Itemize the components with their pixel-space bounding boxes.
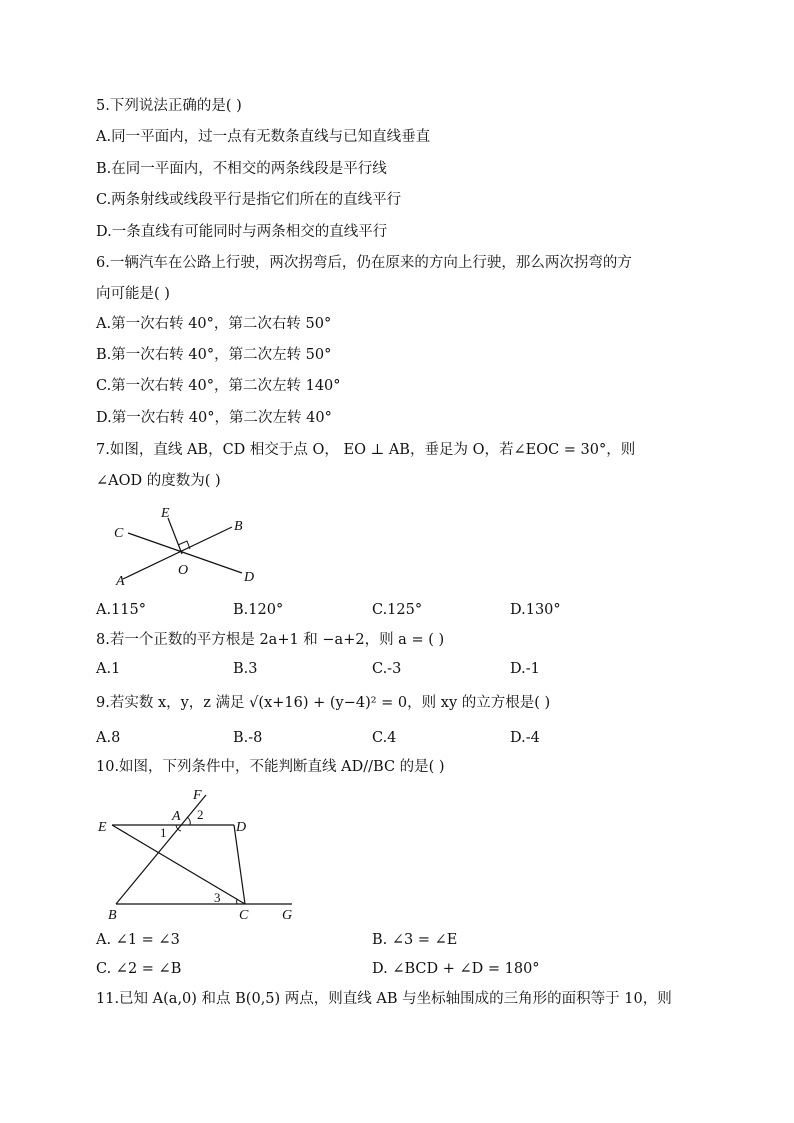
label-c: C <box>239 908 249 923</box>
label-e: E <box>98 820 107 835</box>
q6-option-d: D.第一次右转 40°，第二次左转 40° <box>96 410 332 426</box>
label-a: A <box>116 574 125 589</box>
q10-stem: 10.如图，下列条件中，不能判断直线 AD//BC 的是( ) <box>96 759 445 775</box>
q11-stem: 11.已知 A(a,0) 和点 B(0,5) 两点，则直线 AB 与坐标轴围成的三角形的面积等于 10，则 <box>96 991 672 1007</box>
q7-option-c: C.125° <box>372 602 423 618</box>
label-d: D <box>236 820 247 835</box>
q6-option-b: B.第一次右转 40°，第二次左转 50° <box>96 347 332 363</box>
line-dc <box>234 825 245 904</box>
q10-option-c: C. ∠2 = ∠B <box>96 961 182 977</box>
label-b: B <box>108 908 117 923</box>
q6-stem-line1: 6.一辆汽车在公路上行驶，两次拐弯后，仍在原来的方向上行驶，那么两次拐弯的方 <box>96 255 632 271</box>
q7-figure <box>96 500 276 592</box>
label-f: F <box>193 788 202 803</box>
q10-option-b: B. ∠3 = ∠E <box>372 932 458 948</box>
q8-option-d: D.-1 <box>510 661 540 677</box>
line-bf <box>116 795 206 904</box>
label-g: G <box>282 908 293 923</box>
q7-option-a: A.115° <box>96 602 147 618</box>
q8-stem: 8.若一个正数的平方根是 2a+1 和 −a+2，则 a = ( ) <box>96 632 445 648</box>
q5-option-d: D.一条直线有可能同时与两条相交的直线平行 <box>96 224 388 240</box>
q8-option-b: B.3 <box>233 661 258 677</box>
q10-option-d: D. ∠BCD + ∠D = 180° <box>372 961 540 977</box>
label-o: O <box>178 563 189 578</box>
q6-stem-line2: 向可能是( ) <box>96 286 170 302</box>
q8-option-c: C.-3 <box>372 661 402 677</box>
line-ec <box>112 825 245 904</box>
q5-option-c: C.两条射线或线段平行是指它们所在的直线平行 <box>96 192 402 208</box>
q8-option-a: A.1 <box>96 661 121 677</box>
label-a: A <box>172 809 181 824</box>
label-d: D <box>244 570 255 585</box>
q9-stem: 9.若实数 x，y，z 满足 √(x+16) + (y−4)² = 0，则 xy 的立方根是( ) <box>96 695 551 711</box>
q5-option-b: B.在同一平面内，不相交的两条线段是平行线 <box>96 161 387 177</box>
label-e: E <box>161 506 170 521</box>
label-b: B <box>234 519 243 534</box>
q9-option-a: A.8 <box>96 730 121 746</box>
label-2: 2 <box>197 807 204 822</box>
q7-stem-line1: 7.如图，直线 AB，CD 相交于点 O， EO ⊥ AB，垂足为 O，若∠EOC = 30°，则 <box>96 442 636 458</box>
q5-stem: 5.下列说法正确的是( ) <box>96 98 242 114</box>
q9-option-c: C.4 <box>372 730 397 746</box>
line-eo <box>168 518 182 554</box>
label-1: 1 <box>160 825 167 840</box>
q5-option-a: A.同一平面内，过一点有无数条直线与已知直线垂直 <box>96 129 431 145</box>
q6-option-c: C.第一次右转 40°，第二次左转 140° <box>96 378 341 394</box>
label-c: C <box>114 526 124 541</box>
q9-option-b: B.-8 <box>233 730 263 746</box>
label-3: 3 <box>214 890 221 905</box>
q10-figure <box>96 785 306 925</box>
q6-option-a: A.第一次右转 40°，第二次右转 50° <box>96 316 332 332</box>
q9-option-d: D.-4 <box>510 730 540 746</box>
q7-option-d: D.130° <box>510 602 561 618</box>
q10-option-a: A. ∠1 = ∠3 <box>96 932 180 948</box>
q7-option-b: B.120° <box>233 602 284 618</box>
q7-stem-line2: ∠AOD 的度数为( ) <box>96 473 221 489</box>
